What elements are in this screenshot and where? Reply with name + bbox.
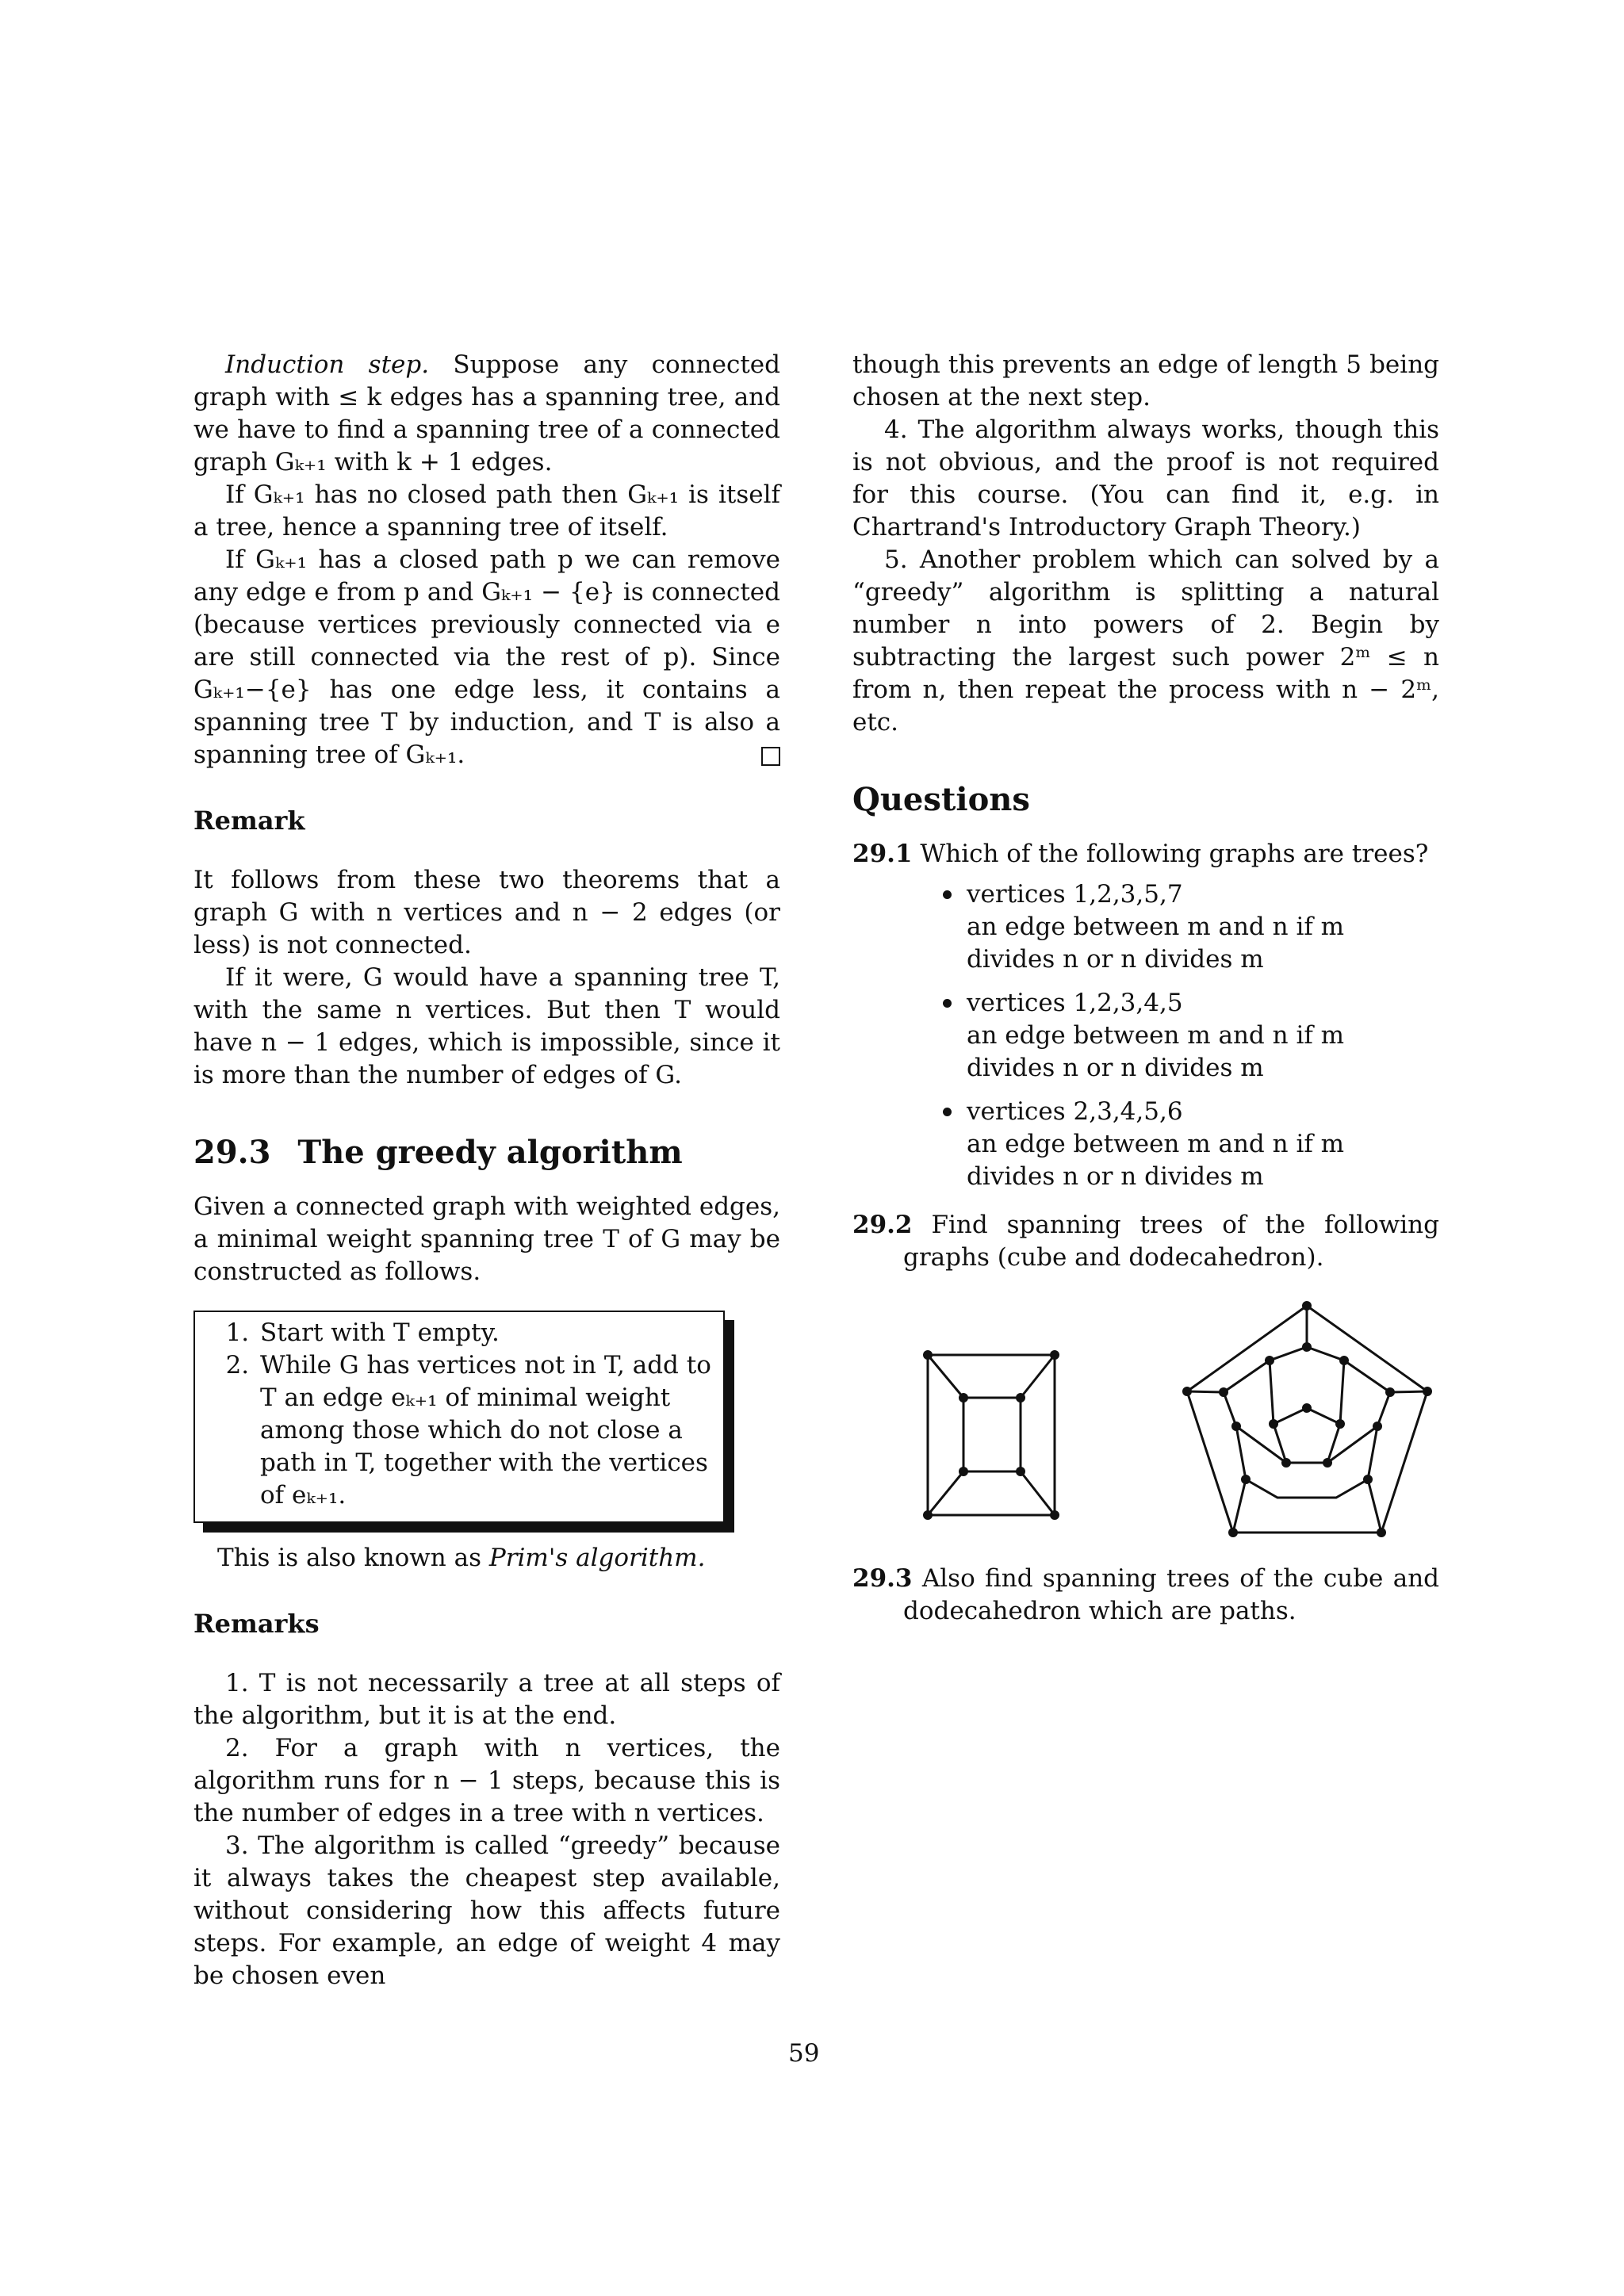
vertex (1385, 1387, 1395, 1397)
vertex (1182, 1387, 1192, 1396)
bullet-icon (943, 1108, 952, 1116)
vertex (1269, 1419, 1278, 1429)
cube-graph (852, 1285, 1090, 1547)
vertex (1302, 1342, 1312, 1352)
vertex (1423, 1387, 1432, 1396)
question-29-3 (852, 1563, 1439, 1628)
vertex (1241, 1475, 1251, 1484)
algorithm-step-1: 1. Start with T empty. (257, 1317, 714, 1349)
graph-figures (852, 1285, 1439, 1547)
prim-note-prefix: This is also known as (217, 1544, 489, 1572)
vertex (1050, 1350, 1059, 1360)
closed-path-text: If Gₖ₊₁ has a closed path p we can remove any edge e from p and Gₖ₊₁ − {e} is connected (because vertices previously connected via e are still connected via the rest of p). Since Gₖ₊₁−{e} has one edge less, it contains a spanning tree T by induction, and T is also a spanning tree of Gₖ₊₁. (193, 545, 780, 769)
list-item (940, 1096, 1439, 1193)
section-number: 29.3 (193, 1134, 271, 1171)
question-number: 29.1 (852, 840, 913, 868)
remark-item-1: 1. T is not necessarily a tree at all steps of the algorithm, but it is at the end. (193, 1669, 780, 1730)
closed-path-paragraph (193, 544, 780, 771)
remark-heading: Remark (193, 806, 305, 836)
edge-rule: an edge between m and n if m divides n or n divides m (967, 1021, 1345, 1082)
question-text: Which of the following graphs are trees? (920, 840, 1429, 868)
vertex (1373, 1422, 1382, 1431)
vertex (1302, 1403, 1312, 1413)
vertices-line: vertices 1,2,3,5,7 (967, 880, 1183, 909)
section-title: The greedy algorithm (297, 1134, 683, 1171)
remark-item-3: 3. The algorithm is called “greedy” because it always takes the cheapest step available, without considering how this affects future steps. For example, an edge of weight 4 may be chosen even (193, 1831, 780, 1990)
vertices-line: vertices 1,2,3,4,5 (967, 989, 1183, 1017)
right-column (852, 349, 1439, 1628)
edge-rule: an edge between m and n if m divides n or n divides m (967, 913, 1345, 974)
questions-heading: Questions (852, 781, 1030, 818)
qed-square-icon (761, 747, 780, 766)
vertex (1265, 1356, 1274, 1365)
vertex (1016, 1393, 1025, 1402)
remark-paragraph-2: If it were, G would have a spanning tree T, with the same n vertices. But then T would have n − 1 edges, which is impossible, since it is more than the number of edges of G. (193, 963, 780, 1089)
vertex (1228, 1528, 1238, 1537)
induction-label: Induction step. (225, 350, 430, 379)
remark-item-2: 2. For a graph with n vertices, the algorithm runs for n − 1 steps, because this is the number of edges in a tree with n vertices. (193, 1734, 780, 1827)
vertex (1302, 1301, 1312, 1311)
graph-list (940, 878, 1439, 1193)
edge-rule: an edge between m and n if m divides n or n divides m (967, 1130, 1345, 1191)
vertex (1323, 1458, 1332, 1468)
prim-note (217, 1542, 780, 1575)
question-29-1 (852, 838, 1439, 871)
remark-paragraph-1: It follows from these two theorems that a graph G with n vertices and n − 2 edges (or less) is not connected. (193, 866, 780, 959)
question-number: 29.3 (852, 1564, 913, 1593)
vertex (1339, 1356, 1349, 1365)
vertex (1016, 1467, 1025, 1476)
section-heading (193, 1136, 780, 1169)
question-number: 29.2 (852, 1211, 913, 1239)
bullet-icon (943, 999, 952, 1008)
prim-note-name: Prim's algorithm. (488, 1544, 706, 1572)
page-number: 59 (788, 2039, 820, 2068)
vertex (1335, 1419, 1345, 1429)
vertex (1281, 1458, 1291, 1468)
section-intro: Given a connected graph with weighted edges, a minimal weight spanning tree T of G may be constructed as follows. (193, 1192, 780, 1286)
no-closed-path-paragraph: If Gₖ₊₁ has no closed path then Gₖ₊₁ is itself a tree, hence a spanning tree of itself. (193, 480, 780, 541)
algorithm-step-2: 2. While G has vertices not in T, add to T an edge eₖ₊₁ of minimal weight among those which do not close a path in T, together with the vertices of eₖ₊₁. (257, 1349, 714, 1512)
vertex (1363, 1475, 1373, 1484)
induction-text: Suppose any connected graph with ≤ k edges has a spanning tree, and we have to find a spanning tree of a connected graph Gₖ₊₁ with k + 1 edges. (193, 350, 780, 476)
vertex (1050, 1510, 1059, 1520)
vertex (1377, 1528, 1386, 1537)
vertex (1219, 1387, 1228, 1397)
remark-item-5: 5. Another problem which can solved by a “greedy” algorithm is splitting a natural number n into powers of 2. Begin by subtracting the largest such power 2ᵐ ≤ n from n, then repeat the process with n − 2ᵐ, etc. (852, 545, 1439, 737)
question-29-2 (852, 1209, 1439, 1274)
list-item (940, 878, 1439, 976)
vertex (959, 1393, 968, 1402)
remarks-heading: Remarks (193, 1609, 320, 1639)
induction-paragraph (193, 349, 780, 479)
continued-paragraph: though this prevents an edge of length 5 being chosen at the next step. (852, 350, 1439, 411)
vertex (959, 1467, 968, 1476)
algorithm-box (193, 1311, 725, 1523)
bullet-icon (943, 890, 952, 899)
question-text: Find spanning trees of the following graphs (cube and dodecahedron). (903, 1211, 1439, 1272)
vertex (1231, 1422, 1241, 1431)
vertex (923, 1350, 933, 1360)
remark-item-4: 4. The algorithm always works, though this is not obvious, and the proof is not required for this course. (You can find it, e.g. in Chartrand's Introductory Graph Theory.) (852, 415, 1439, 541)
dodecahedron-graph (1170, 1285, 1471, 1547)
left-column (193, 349, 780, 1992)
question-text: Also find spanning trees of the cube and dodecahedron which are paths. (903, 1564, 1440, 1625)
list-item (940, 987, 1439, 1085)
vertex (923, 1510, 933, 1520)
vertices-line: vertices 2,3,4,5,6 (967, 1097, 1183, 1126)
